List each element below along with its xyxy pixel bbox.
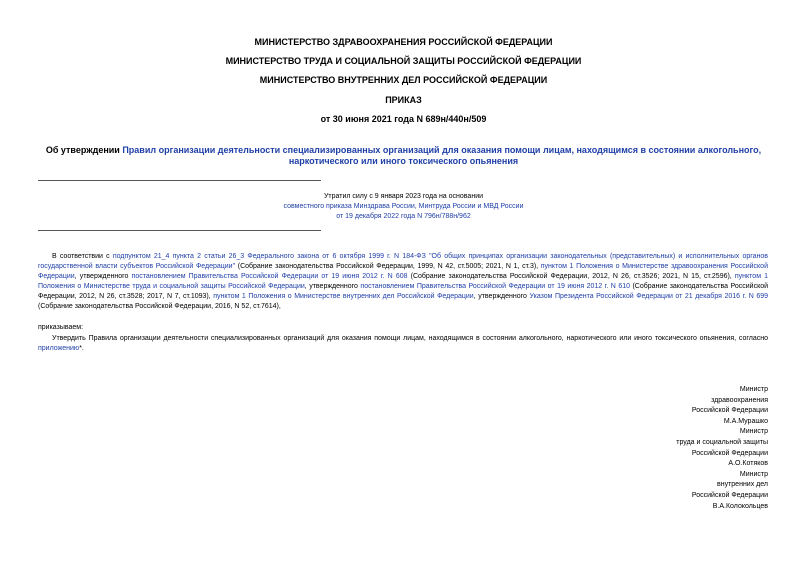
- preamble-text-2: (Собрание законодательства Российской Федерации, 1999, N 42, ст.5005; 2021, N 1, ст.3),: [235, 263, 541, 270]
- order-word: приказываем:: [38, 324, 84, 331]
- signature-line: Российской Федерации: [691, 407, 768, 415]
- signature-line: А.О.Котяков: [728, 460, 768, 468]
- signature-line: В.А.Колокольцев: [712, 502, 768, 510]
- title-rules-link[interactable]: Правил организации деятельности специализированных организаций для оказания помощи лицам, находящимся в состоянии алкогольного, наркотического или иного токсического опьянения: [122, 145, 762, 166]
- federal-law-link[interactable]: подпунктом 21_4 пункта 2 статьи 26_3 Федерального закона от 6 октября 1999 г. N 184-ФЗ "Об общих принципах организации законодательных (представительных) и исполнительных органов государственной власти субъектов Российской Федерации": [38, 253, 768, 270]
- interior-ministry-regulation-link[interactable]: пунктом 1 Положения о Министерстве внутренних дел Российской Федерации: [213, 293, 474, 300]
- signature-line: Министр: [739, 386, 768, 393]
- presidential-decree-699-link[interactable]: Указом Президента Российской Федерации от 21 декабря 2016 г. N 699: [529, 293, 769, 300]
- signature-line: труда и социальной защиты: [676, 438, 768, 446]
- preamble-text-6: (Собрание законодательства Российской Федерации, 2012, N 26, ст.3528; 2017, N 7, ст.1093),: [38, 283, 769, 300]
- signature-line: Министр: [739, 470, 768, 478]
- signature-line: Министр: [739, 428, 768, 436]
- labor-ministry-regulation-link[interactable]: пунктом 1 Положения о Министерстве труда и социальной защиты Российской Федерации: [38, 273, 769, 290]
- signature-line: М.А.Мурашко: [723, 417, 768, 425]
- bottom-divider: [38, 230, 321, 231]
- status-note-date-link[interactable]: от 19 декабря 2022 года N 796н/788н/962: [336, 213, 471, 220]
- ministry-interior-heading: МИНИСТЕРСТВО ВНУТРЕННИХ ДЕЛ РОССИЙСКОЙ ФЕДЕРАЦИИ: [259, 75, 548, 85]
- ministry-health-heading: МИНИСТЕРСТВО ЗДРАВООХРАНЕНИЯ РОССИЙСКОЙ ФЕДЕРАЦИИ: [254, 37, 553, 47]
- preamble-text-7: , утвержденного: [473, 293, 530, 300]
- top-divider: [38, 180, 321, 181]
- preamble-text-1: В соответствии с: [52, 253, 113, 260]
- title-prefix: Об утверждении: [45, 145, 123, 155]
- status-note-line1: Утратил силу с 9 января 2023 года на основании: [323, 193, 484, 200]
- appendix-link[interactable]: приложению: [38, 345, 80, 352]
- signature-line: здравоохранения: [711, 396, 768, 404]
- status-note-order-link[interactable]: совместного приказа Минздрава России, Минтруда России и МВД России: [283, 203, 524, 210]
- document-type: ПРИКАЗ: [385, 95, 422, 105]
- preamble-text-8: (Собрание законодательства Российской Федерации, 2016, N 52, ст.7614),: [38, 303, 281, 310]
- preamble-text-3: , утвержденного: [74, 273, 132, 280]
- order-text-end: *.: [79, 345, 84, 352]
- signature-line: внутренних дел: [717, 481, 768, 489]
- signature-line: Российской Федерации: [691, 449, 768, 457]
- government-decree-610-link[interactable]: постановлением Правительства Российской Федерации от 19 июня 2012 г. N 610: [360, 283, 630, 290]
- order-text: Утвердить Правила организации деятельности специализированных организаций для оказания помощи лицам, находящимся в состоянии алкогольного, наркотического или иного токсического опьянения, согласно: [52, 335, 768, 342]
- preamble-paragraph: [38, 252, 768, 312]
- preamble-text-4: (Собрание законодательства Российской Федерации, 2012, N 26, ст.3526; 2021, N 15, ст.2596),: [407, 273, 735, 280]
- document-date-number: от 30 июня 2021 года N 689н/440н/509: [320, 114, 487, 124]
- document-title: [40, 145, 767, 167]
- order-paragraph: [38, 334, 768, 354]
- status-note: [250, 192, 557, 222]
- signature-block: [568, 385, 768, 512]
- ministry-labor-heading: МИНИСТЕРСТВО ТРУДА И СОЦИАЛЬНОЙ ЗАЩИТЫ РОССИЙСКОЙ ФЕДЕРАЦИИ: [225, 56, 582, 66]
- signature-line: Российской Федерации: [691, 491, 768, 499]
- preamble-text-5: , утвержденного: [304, 283, 361, 290]
- health-ministry-regulation-link[interactable]: пунктом 1 Положения о Министерстве здравоохранения Российской Федерации: [38, 263, 768, 280]
- government-decree-608-link[interactable]: постановлением Правительства Российской Федерации от 19 июня 2012 г. N 608: [131, 273, 408, 280]
